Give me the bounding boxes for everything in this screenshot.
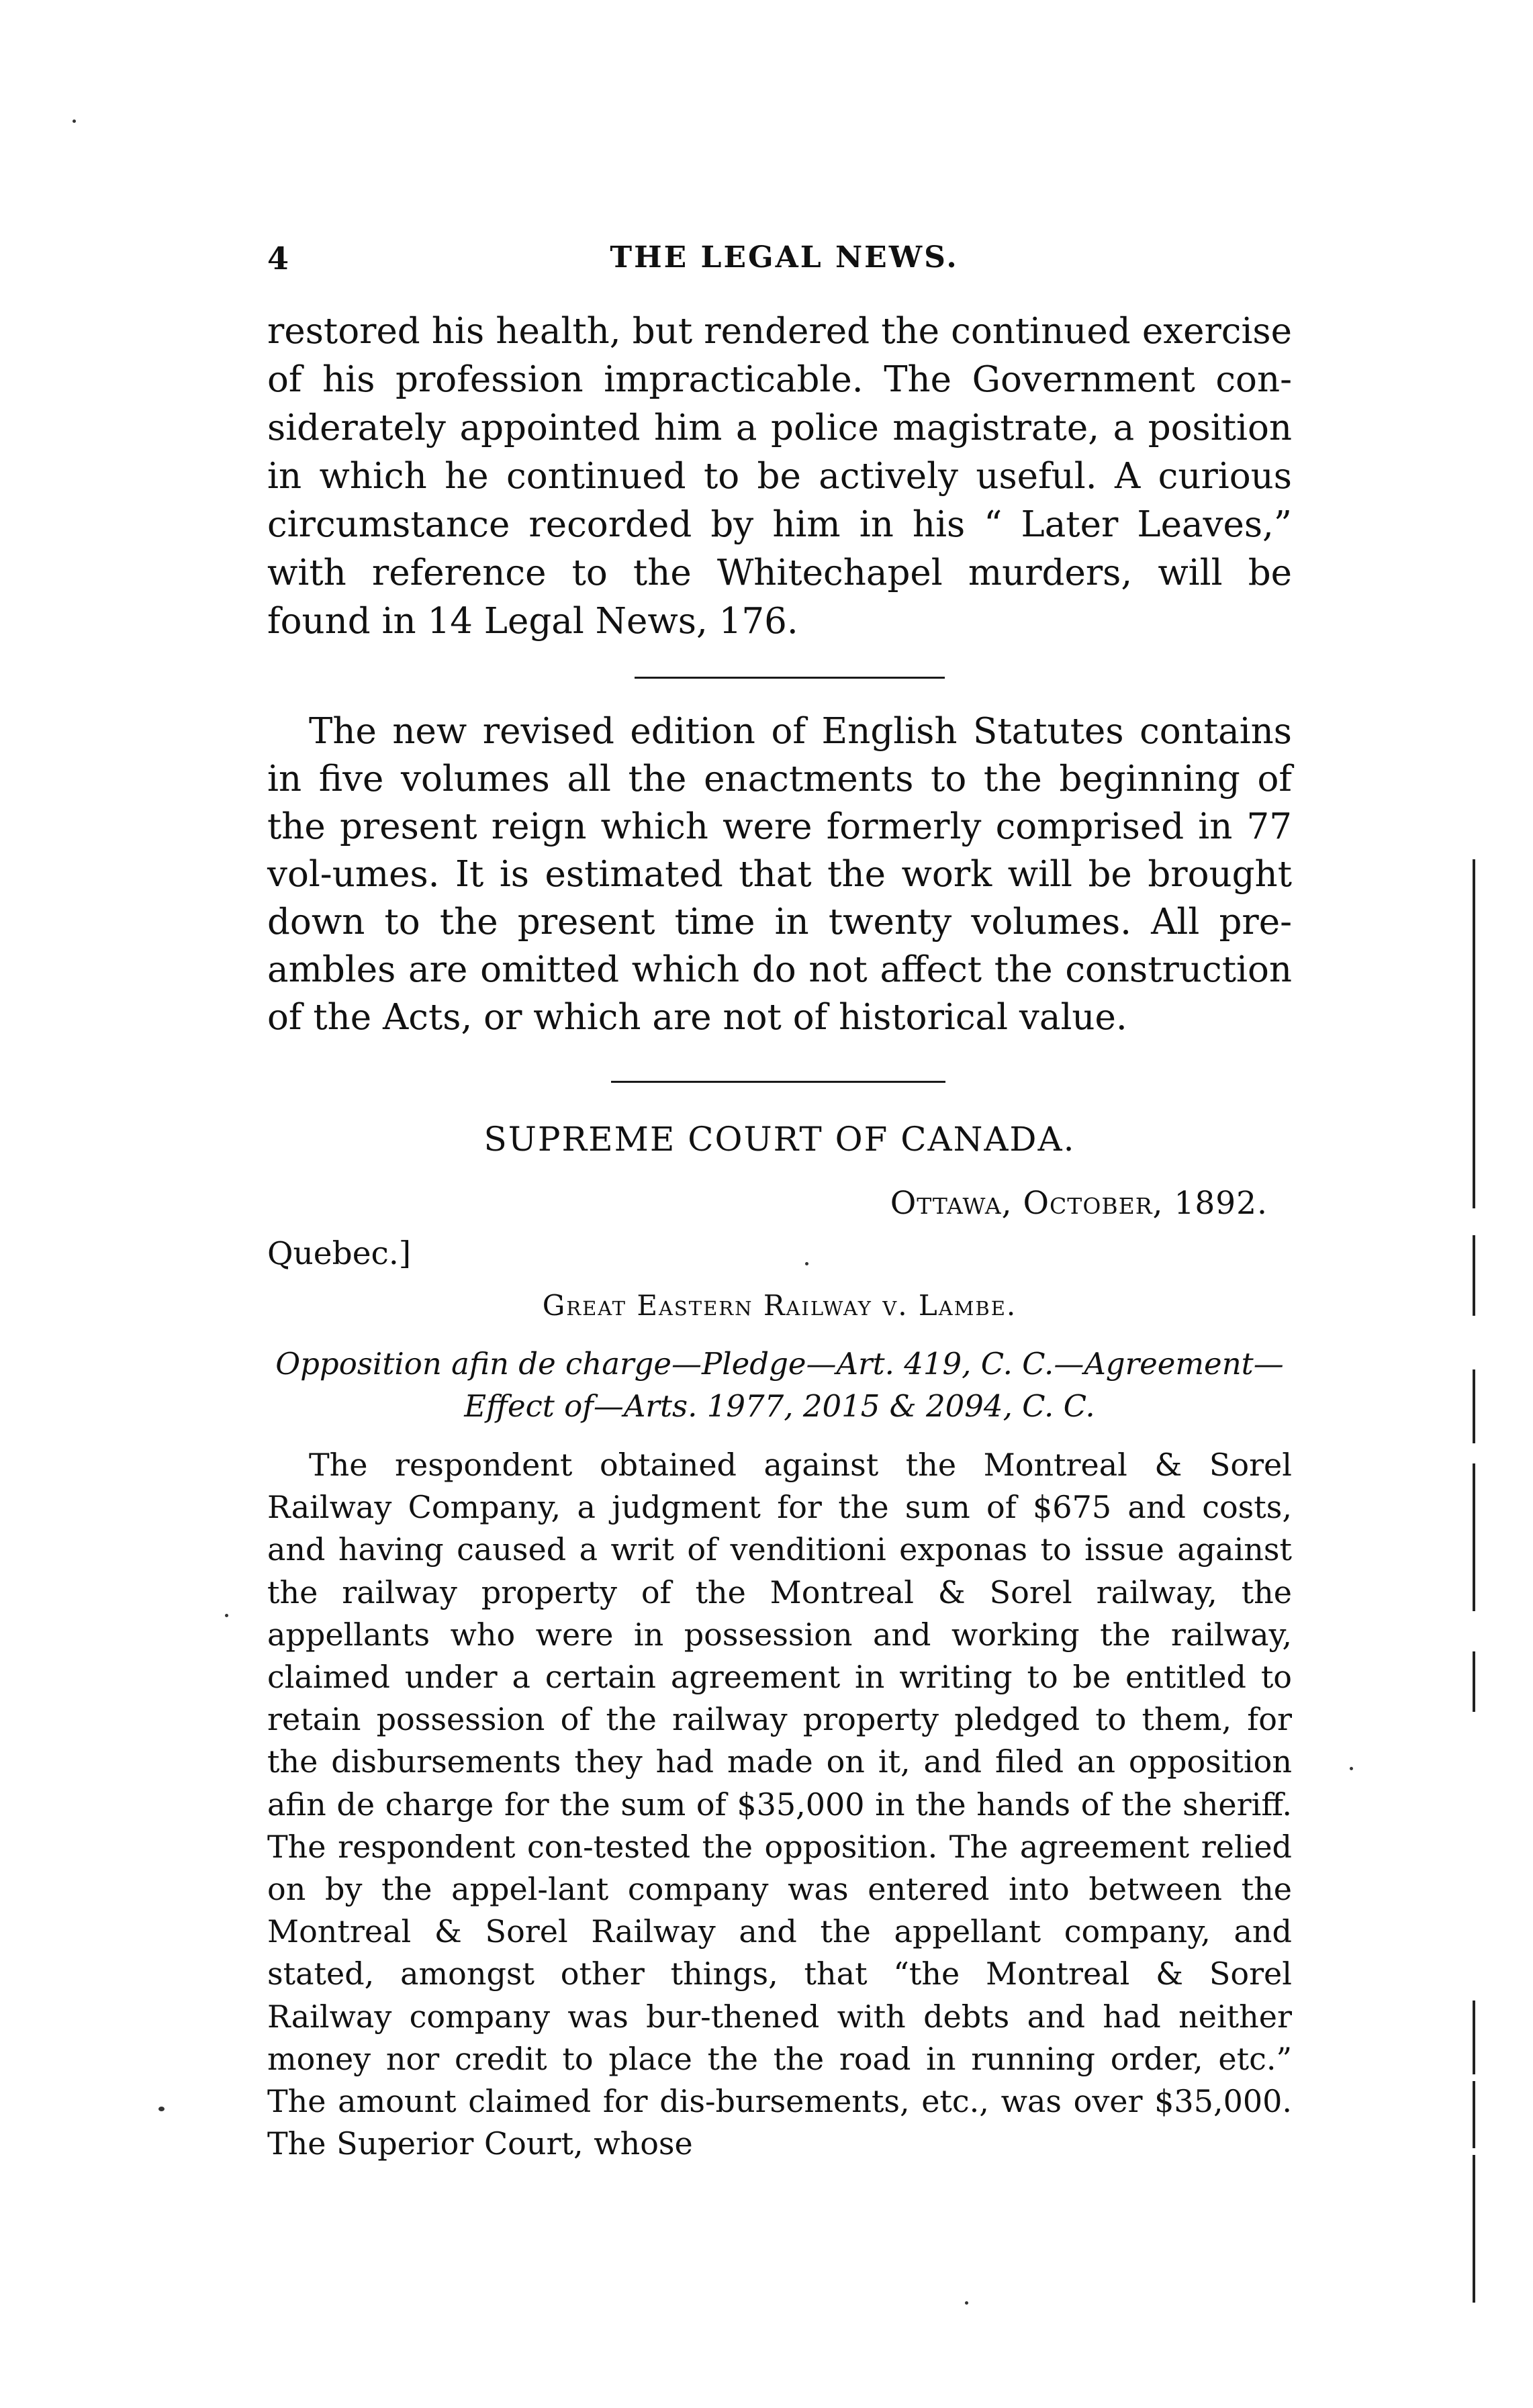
page-header (267, 240, 1301, 281)
margin-line (1473, 2081, 1475, 2148)
margin-line (1473, 1235, 1475, 1316)
margin-line (1473, 859, 1475, 1208)
continuation-paragraph: restored his health, but rendered the continued exercise of his profession impracticable. The Government con-siderately appointed him a police magistrate, a position in which he continued to be actively useful. A curious circumstance recorded by him in his “ Later Leaves,” with reference to the Whitechapel murders, will be found in 14 Legal News, 176. (267, 311, 1292, 642)
scan-speck (73, 119, 76, 123)
section-divider (635, 677, 945, 679)
scan-speck (158, 2107, 165, 2111)
scan-speck (965, 2301, 968, 2305)
case-body-paragraph: The respondent obtained against the Montreal & Sorel Railway Company, a judgment for the sum of $675 and costs, and having caused a writ of venditioni exponas to issue against the railway property of the Montreal & Sorel railway, the appellants who were in possession and working the railway, claimed under a certain agreement in writing to be entitled to retain possession of the railway property pledged to them, for the disbursements they had made on it, and filed an opposition afin de charge for the sum of $35,000 in the hands of the sheriff. The respondent con-tested the opposition. The agreement relied on by the appel-lant company was entered into between the Montreal & Sorel Railway and the appellant company, and stated, amongst other things, that “the Montreal & Sorel Railway company was bur-thened with debts and had neither money nor credit to place the the road in running order, etc.” The amount claimed for dis-bursements, etc., was over $35,000. The Superior Court, whose (267, 1447, 1292, 2162)
scan-speck (1350, 1767, 1353, 1770)
scan-speck (225, 1614, 228, 1617)
court-heading: SUPREME COURT OF CANADA. (483, 1120, 1076, 1159)
binding-margin-marks (1467, 859, 1487, 2370)
headnote-line-2: Effect of—Arts. 1977, 2015 & 2094, C. C. (464, 1388, 1095, 1424)
case-headnote (267, 1343, 1292, 1427)
page-number: 4 (267, 240, 289, 277)
margin-line (1473, 2155, 1475, 2303)
margin-line (1473, 1463, 1475, 1611)
case-title: Great Eastern Railway v. Lambe. (542, 1289, 1017, 1322)
province-label: Quebec.] (267, 1235, 412, 1272)
running-title: THE LEGAL NEWS. (610, 240, 959, 275)
headnote-line-1: Opposition afin de charge—Pledge—Art. 419, C. C.—Agreement— (275, 1346, 1284, 1382)
section-divider (611, 1081, 945, 1083)
statutes-paragraph: The new revised edition of English Statutes contains in five volumes all the enactments to the beginning of the present reign which were formerly comprised in 77 vol-umes. It is estimated that the work will be brought down to the present time in twenty volumes. All pre-ambles are omitted which do not affect the construction of the Acts, or which are not of historical value. (267, 711, 1292, 1038)
scan-speck (805, 1262, 808, 1265)
margin-line (1473, 1369, 1475, 1443)
margin-line (1473, 1651, 1475, 1712)
dateline (890, 1185, 1268, 1222)
margin-line (1473, 2001, 1475, 2074)
dateline-text: Ottawa, October, 1892. (890, 1185, 1268, 1222)
